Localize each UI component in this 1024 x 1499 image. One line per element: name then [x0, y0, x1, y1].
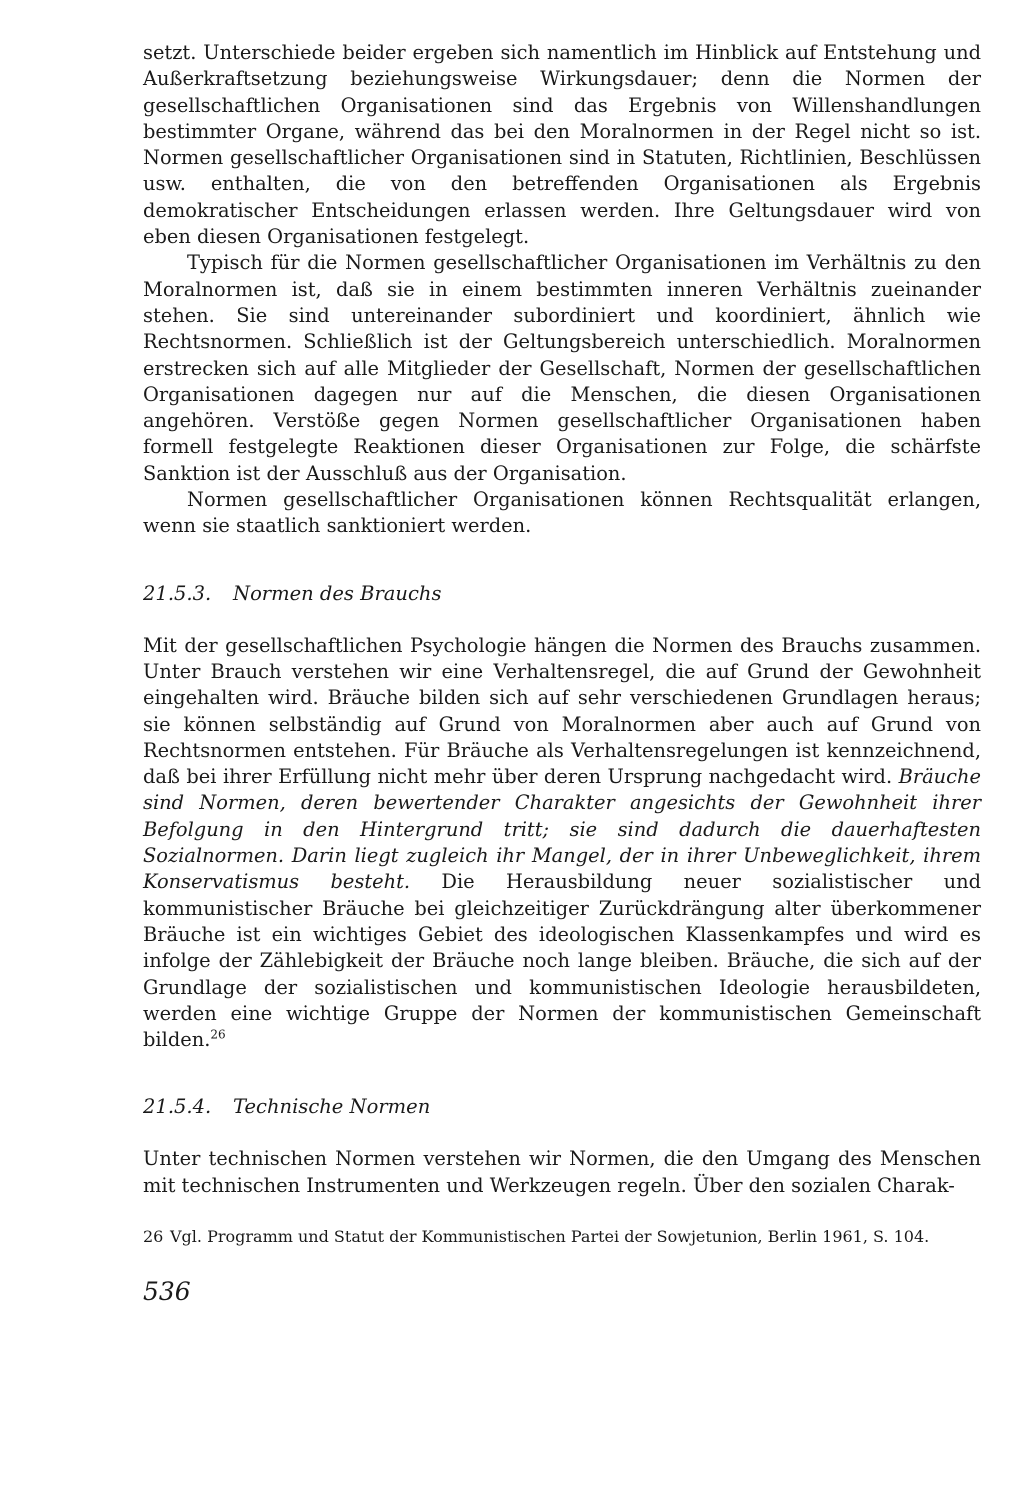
paragraph-continuation: setzt. Unterschiede beider ergeben sich namentlich im Hinblick auf Entstehung und Außerkraftsetzung beziehungsweise Wirkungsdauer; denn die Normen der gesellschaftlichen Organisationen sind das Ergebnis von Willenshandlungen bestimmter Organe, während das bei den Moralnormen in der Regel nicht so ist. Normen gesellschaftlicher Organisationen sind in Statuten, Richtlinien, Beschlüssen usw. enthalten, die von den betreffenden Organisationen als Ergebnis demokratischer Entscheidungen erlassen werden. Ihre Geltungsdauer wird von eben diesen Organisationen festgelegt. — [143, 41, 981, 249]
paragraph-technik: Unter technischen Normen verstehen wir Normen, die den Umgang des Menschen mit technischen Instrumenten und Werkzeugen regeln. Über den sozialen Charak- — [143, 1147, 981, 1197]
footnote — [143, 1227, 981, 1247]
footnote-number: 26 — [143, 1226, 164, 1246]
section-title: Technische Normen — [233, 1095, 431, 1119]
footnote-text: Vgl. Programm und Statut der Kommunistischen Partei der Sowjetunion, Berlin 1961, S. 104. — [170, 1226, 930, 1246]
brauch-text-regular: Mit der gesellschaftlichen Psychologie hängen die Normen des Brauchs zusammen. Unter Brauch verstehen wir eine Verhaltensregel, die auf Grund der Gewohnheit eingehalten wird. Bräuche bilden sich auf sehr verschiedenen Grundlagen heraus; sie können selbständig auf Grund von Moralnormen aber auch auf Grund von Rechtsnormen entstehen. Für Bräuche als Verhaltensregelungen ist kennzeichnend, daß bei ihrer Erfüllung nicht mehr über deren Ursprung nachgedacht wird. — [143, 633, 981, 789]
paragraph-legal-quality: Normen gesellschaftlicher Organisationen können Rechtsqualität erlangen, wenn sie staatlich sanktioniert werden. — [143, 488, 981, 538]
section-heading-technik — [143, 1094, 981, 1120]
paragraph-brauch — [143, 633, 981, 1054]
footnote-reference: 26 — [210, 1027, 226, 1042]
book-page — [143, 40, 981, 1307]
section-number: 21.5.4. — [143, 1095, 212, 1119]
section-number: 21.5.3. — [143, 581, 212, 605]
section-heading-brauch — [143, 581, 981, 607]
page-number: 536 — [143, 1276, 191, 1306]
brauch-text-continued: Die Herausbildung neuer sozialistischer und kommunistischer Bräuche bei gleichzeitiger Zurückdrängung alter überkommener Bräuche ist ein wichtiges Gebiet des ideologischen Klassenkampfes und wird es infolge der Zählebigkeit der Bräuche noch lange bleiben. Bräuche, die sich auf der Grundlage der sozialistischen und kommunistischen Ideologie herausbildeten, werden eine wichtige Gruppe der Normen der kommunistischen Gemeinschaft bilden. — [143, 870, 981, 1052]
paragraph-typical-norms: Typisch für die Normen gesellschaftlicher Organisationen im Verhältnis zu den Moralnormen ist, daß sie in einem bestimmten inneren Verhältnis zueinander stehen. Sie sind untereinander subordiniert und koordiniert, ähnlich wie Rechtsnormen. Schließlich ist der Geltungsbereich unterschiedlich. Moralnormen erstrecken sich auf alle Mitglieder der Gesellschaft, Normen der gesellschaftlichen Organisationen dagegen nur auf die Menschen, die diesen Organisationen angehören. Verstöße gegen Normen gesellschaftlicher Organisationen haben formell festgelegte Reaktionen dieser Organisationen zur Folge, die schärfste Sanktion ist der Ausschluß aus der Organisation. — [143, 251, 981, 485]
section-title: Normen des Brauchs — [233, 581, 442, 605]
brauch-text-italic: Bräuche sind Normen, deren bewertender Charakter angesichts der Gewohnheit ihrer Befolgung in den Hintergrund tritt; sie sind dadurch die dauerhaftesten Sozialnormen. Darin liegt zugleich ihr Mangel, der in ihrer Unbeweglichkeit, ihrem Konservatismus besteht. — [143, 765, 981, 894]
